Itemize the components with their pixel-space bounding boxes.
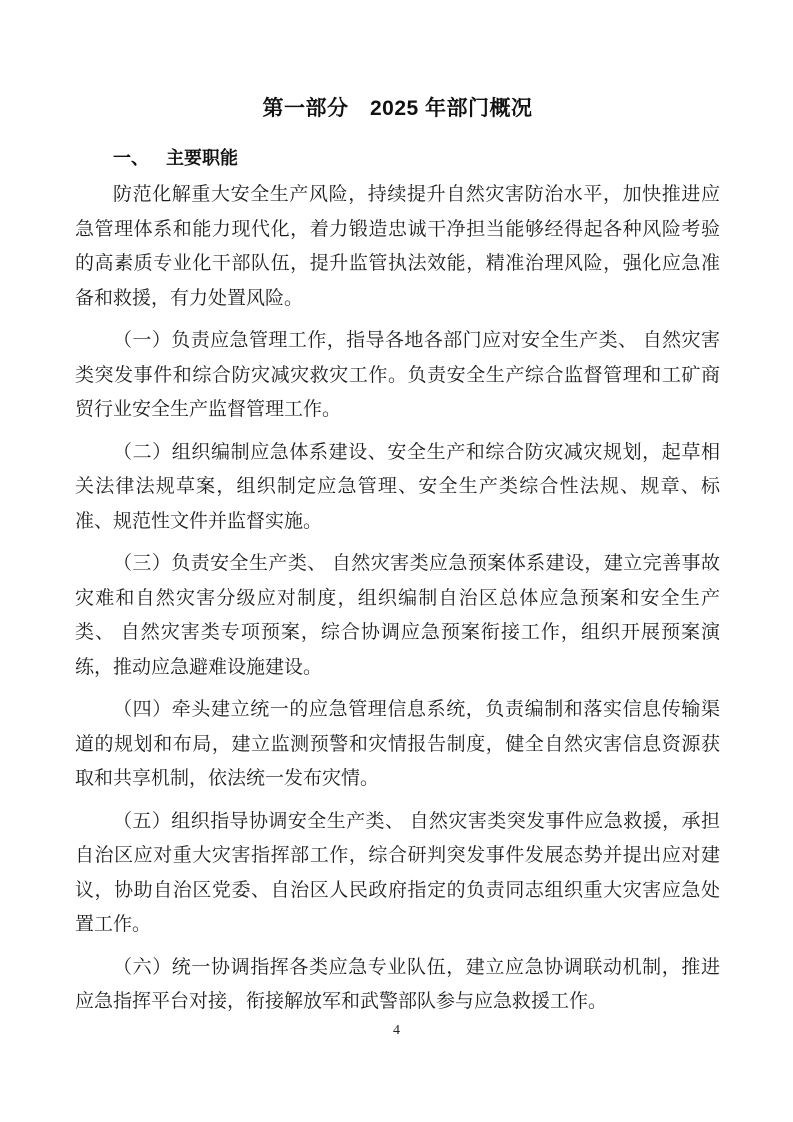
section-heading-label: 主要职能 [166, 148, 238, 168]
paragraph-duty-3: （三）负责安全生产类、 自然灾害类应急预案体系建设，建立完善事故灾难和自然灾害分级应对制度，组织编制自治区总体应急预案和安全生产类、 自然灾害类专项预案，综合协调应急预案衔接工作，组织开展预案演练，推动应急避难设施建设。 [75, 553, 720, 678]
paragraph-intro: 防范化解重大安全生产风险，持续提升自然灾害防治水平，加快推进应急管理体系和能力现代化，着力锻造忠诚干净担当能够经得起各种风险考验的高素质专业化干部队伍，提升监管执法效能，精准治理风险，强化应急准备和救援，有力处置风险。 [75, 184, 720, 309]
paragraph-duty-4: （四）牵头建立统一的应急管理信息系统，负责编制和落实信息传输渠道的规划和布局，建立监测预警和灾情报告制度，健全自然灾害信息资源获取和共享机制，依法统一发布灾情。 [75, 699, 720, 789]
paragraph-duty-1: （一）负责应急管理工作，指导各地各部门应对安全生产类、 自然灾害类突发事件和综合防灾减灾救灾工作。负责安全生产综合监督管理和工矿商贸行业安全生产监督管理工作。 [75, 330, 720, 420]
section-heading-number: 一、 [113, 148, 149, 168]
paragraph-duty-2: （二）组织编制应急体系建设、安全生产和综合防灾减灾规划，起草相关法律法规草案，组织制定应急管理、安全生产类综合性法规、规章、标准、规范性文件并监督实施。 [75, 441, 720, 532]
paragraph-duty-6: （六）统一协调指挥各类应急专业队伍，建立应急协调联动机制，推进应急指挥平台对接，衔接解放军和武警部队参与应急救援工作。 [75, 956, 720, 1012]
page-title: 第一部分 2025 年部门概况 [262, 97, 533, 120]
page-number: 4 [393, 1023, 400, 1038]
section-heading [113, 146, 720, 170]
paragraph-duty-5: （五）组织指导协调安全生产类、 自然灾害类突发事件应急救援，承担自治区应对重大灾害指挥部工作，综合研判突发事件发展态势并提出应对建议，协助自治区党委、自治区人民政府指定的负责同志组织重大灾害应急处置工作。 [75, 810, 720, 935]
